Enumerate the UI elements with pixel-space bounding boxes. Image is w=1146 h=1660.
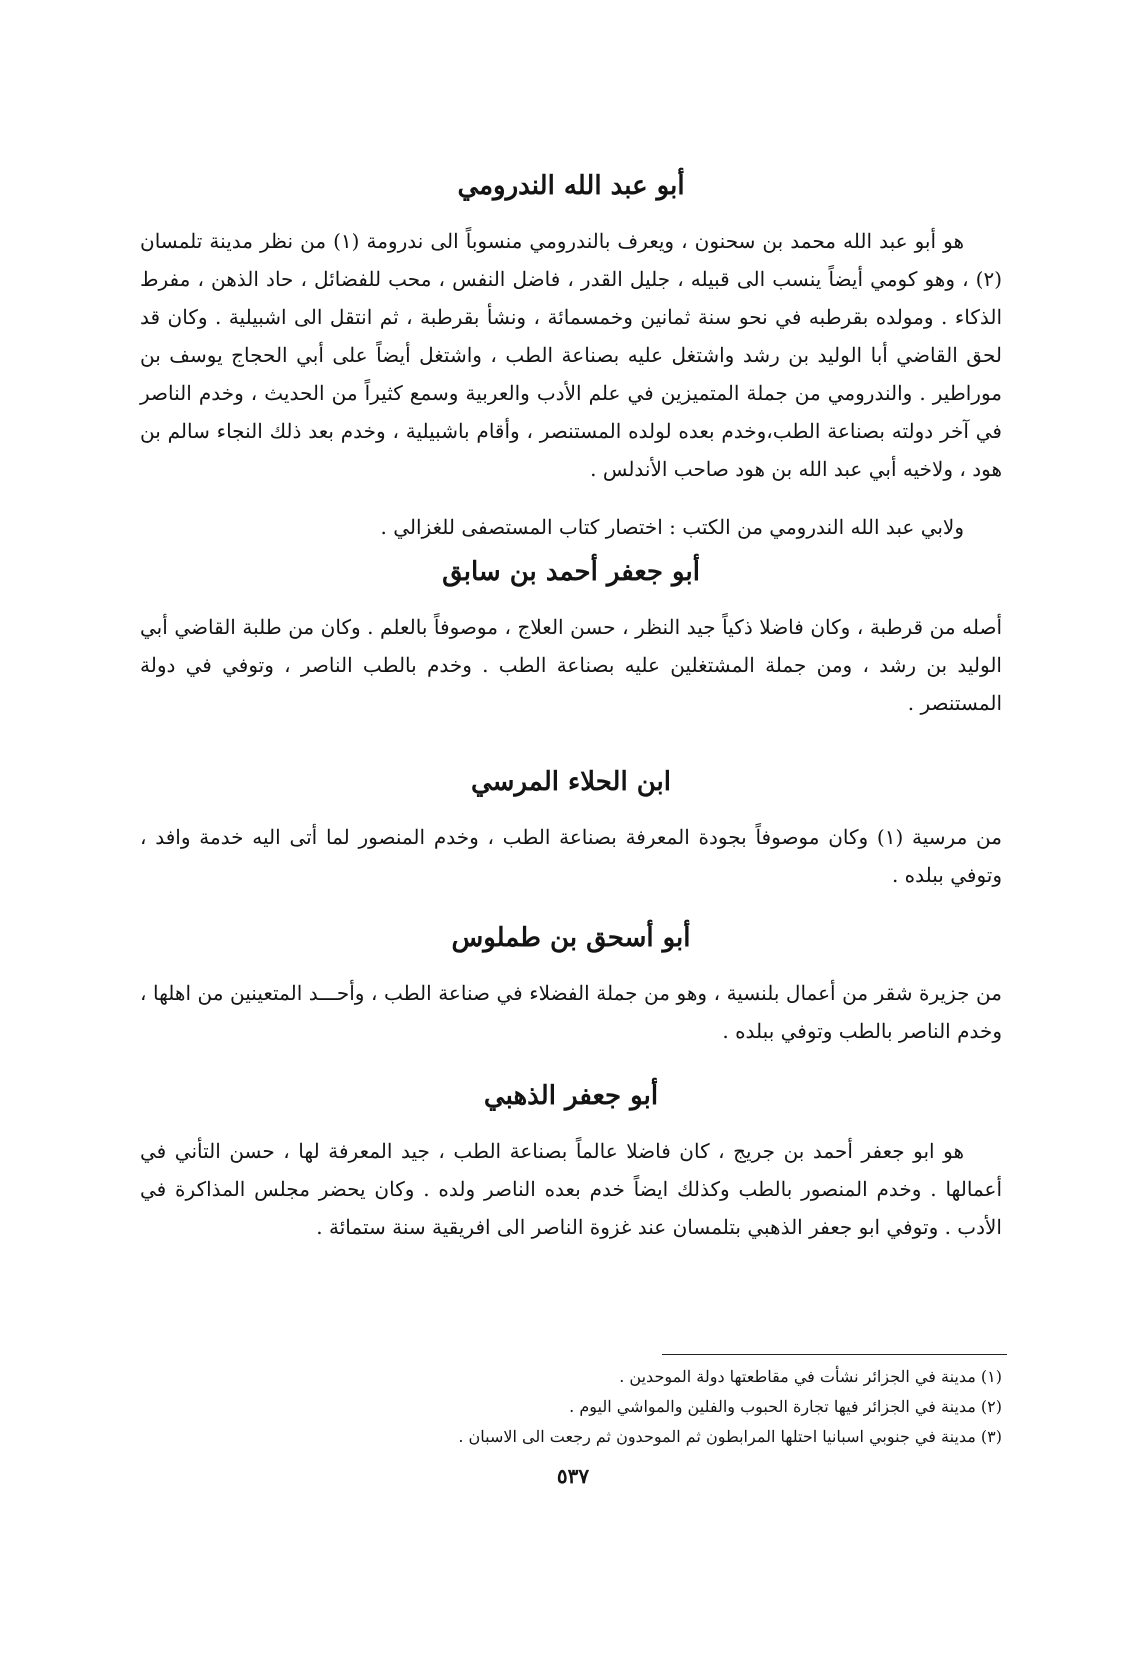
entry-paragraph: من جزيرة شقر من أعمال بلنسية ، وهو من جملة الفضلاء في صناعة الطب ، وأحـــد المتعينين من اهلها ، وخدم الناصر بالطب وتوفي ببلده . (140, 981, 1002, 1043)
page-number: ٥٣٧ (556, 1464, 590, 1488)
entry-paragraph: ولابي عبد الله الندرومي من الكتب : اختصار كتاب المستصفى للغزالي . (380, 515, 964, 539)
entry-title: أبو جعفر أحمد بن سابق (442, 557, 700, 587)
footnote-divider (662, 1354, 1007, 1355)
footnote: (٢) مدينة في الجزائر فيها تجارة الحبوب والفلين والمواشي اليوم . (569, 1397, 1002, 1416)
entry-paragraph: أصله من قرطبة ، وكان فاضلا ذكياً جيد النظر ، حسن العلاج ، موصوفاً بالعلم . وكان من طلبة القاضي أبي الوليد بن رشد ، ومن جملة المشتغلين عليه بصناعة الطب . وخدم بالطب الناصر ، وتوفي في دولة المستنصر . (140, 615, 1002, 715)
footnotes (140, 1362, 1002, 1452)
entry-title: أبو أسحق بن طملوس (451, 923, 691, 953)
footnote: (١) مدينة في الجزائر نشأت في مقاطعتها دولة الموحدين . (619, 1367, 1002, 1386)
entry-paragraph: هو أبو عبد الله محمد بن سحنون ، ويعرف بالندرومي منسوباً الى ندرومة (١) من نظر مدينة تلمسان (٢) ، وهو كومي أيضاً ينسب الى قبيله ، جليل القدر ، فاضل النفس ، محب للفضائل ، حاد الذهن ، مفرط الذكاء . ومولده بقرطبه في نحو سنة ثمانين وخمسمائة ، ونشأ بقرطبة ، ثم انتقل الى اشبيلية . وكان قد لحق القاضي أبا الوليد بن رشد واشتغل عليه بصناعة الطب ، واشتغل أيضاً على أبي الحجاج يوسف بن موراطير . والندرومي من جملة المتميزين في علم الأدب والعربية وسمع كثيراً من الحديث ، وخدم الناصر في آخر دولته بصناعة الطب،وخدم بعده لولده المستنصر ، وأقام باشبيلية ، وخدم بعد ذلك النجاء سالم بن هود ، ولاخيه أبي عبد الله بن هود صاحب الأندلس . (140, 229, 1002, 481)
entry-paragraph: من مرسية (١) وكان موصوفاً بجودة المعرفة بصناعة الطب ، وخدم المنصور لما أتى اليه خدمة وافد ، وتوفي ببلده . (140, 825, 1002, 887)
entry-title: أبو عبد الله الندرومي (457, 171, 685, 201)
entry-paragraph: هو ابو جعفر أحمد بن جريج ، كان فاضلا عالماً بصناعة الطب ، جيد المعرفة لها ، حسن التأني في أعمالها . وخدم المنصور بالطب وكذلك ايضاً خدم بعده الناصر ولده . وكان يحضر مجلس المذاكرة في الأدب . وتوفي ابو جعفر الذهبي بتلمسان عند غزوة الناصر الى افريقية سنة ستمائة . (140, 1139, 1002, 1239)
footnote: (٣) مدينة في جنوبي اسبانيا احتلها المرابطون ثم الموحدون ثم رجعت الى الاسبان . (458, 1427, 1002, 1446)
entry-title: ابن الحلاء المرسي (470, 767, 671, 797)
entry-title: أبو جعفر الذهبي (483, 1081, 659, 1111)
